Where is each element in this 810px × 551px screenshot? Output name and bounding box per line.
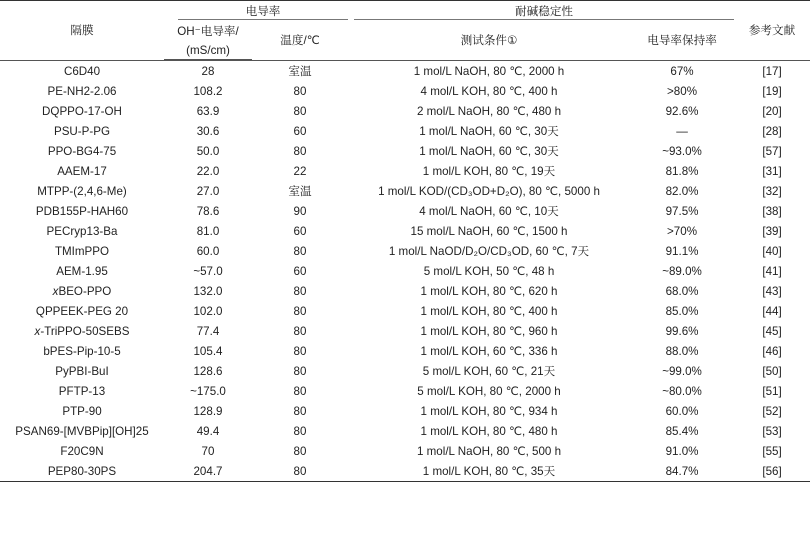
temperature-cell: 80 bbox=[293, 324, 307, 338]
table-row bbox=[0, 461, 810, 482]
temperature-cell: 80 bbox=[293, 84, 307, 98]
conductivity-cell: ~175.0 bbox=[190, 384, 226, 398]
membrane-cell: MTPP-(2,4,6-Me) bbox=[37, 184, 127, 198]
membrane-cell: PSU-P-PG bbox=[53, 124, 111, 138]
condition-cell: 4 mol/L NaOH, 60 ℃, 10天 bbox=[419, 205, 559, 218]
reference-cell: [53] bbox=[762, 424, 782, 438]
retention-cell: 84.7% bbox=[630, 461, 734, 482]
reference-cell: [50] bbox=[762, 364, 782, 378]
conductivity-cell: 63.9 bbox=[196, 104, 220, 118]
temperature-cell: 室温 bbox=[288, 65, 312, 78]
table-row bbox=[0, 241, 810, 261]
retention-cell: 60.0% bbox=[665, 404, 699, 418]
table-row bbox=[0, 221, 810, 241]
header-oh-conductivity-line2: (mS/cm) bbox=[164, 41, 252, 60]
membrane-cell: QPPEEK-PEG 20 bbox=[35, 304, 129, 318]
conductivity-cell: 30.6 bbox=[196, 124, 220, 138]
membrane-cell: PTP-90 bbox=[62, 404, 102, 418]
condition-cell: 1 mol/L NaOH, 80 ℃, 2000 h bbox=[413, 65, 565, 78]
membrane-cell: PPO-BG4-75 bbox=[47, 144, 117, 158]
conductivity-cell: 50.0 bbox=[196, 144, 220, 158]
table-row bbox=[0, 421, 810, 441]
retention-cell: 85.0% bbox=[665, 304, 699, 318]
conductivity-cell: 128.9 bbox=[193, 404, 223, 418]
stability-group-rule bbox=[354, 3, 734, 20]
reference-cell: [31] bbox=[762, 164, 782, 178]
temperature-cell: 80 bbox=[293, 144, 307, 158]
temperature-cell: 60 bbox=[293, 264, 307, 278]
reference-cell: [41] bbox=[762, 264, 782, 278]
temperature-cell: 22 bbox=[293, 164, 307, 178]
temperature-cell: 80 bbox=[293, 284, 307, 298]
condition-cell: 1 mol/L KOH, 80 ℃, 960 h bbox=[420, 325, 558, 338]
conductivity-cell: 77.4 bbox=[196, 324, 220, 338]
retention-cell: >70% bbox=[667, 224, 698, 238]
table-row bbox=[0, 341, 810, 361]
membrane-cell: PDB155P-HAH60 bbox=[35, 204, 129, 218]
reference-cell: [44] bbox=[762, 304, 782, 318]
table-row bbox=[0, 201, 810, 221]
condition-cell: 1 mol/L KOD/(CD₃OD+D₂O), 80 ℃, 5000 h bbox=[378, 185, 600, 198]
membrane-cell: PSAN69-[MVBPip][OH]25 bbox=[15, 424, 149, 438]
temperature-cell: 60 bbox=[293, 124, 307, 138]
condition-cell: 1 mol/L KOH, 80 ℃, 620 h bbox=[420, 285, 558, 298]
conductivity-cell: ~57.0 bbox=[193, 264, 223, 278]
temperature-cell: 80 bbox=[293, 244, 307, 258]
reference-cell: [39] bbox=[762, 224, 782, 238]
table-row bbox=[0, 301, 810, 321]
condition-cell: 1 mol/L KOH, 80 ℃, 35天 bbox=[348, 461, 630, 482]
membrane-cell: TMImPPO bbox=[54, 244, 110, 258]
retention-cell: ~93.0% bbox=[662, 144, 702, 158]
condition-cell: 1 mol/L NaOH, 80 ℃, 500 h bbox=[416, 445, 562, 458]
conductivity-cell: 28 bbox=[201, 64, 215, 78]
retention-cell: 99.6% bbox=[665, 324, 699, 338]
table-row bbox=[0, 181, 810, 201]
retention-cell: 67% bbox=[670, 64, 694, 78]
temperature-cell: 80 bbox=[293, 444, 307, 458]
conductivity-group-rule bbox=[178, 3, 348, 20]
temperature-cell: 80 bbox=[293, 104, 307, 118]
header-conductivity-group bbox=[164, 1, 348, 22]
retention-cell: ~99.0% bbox=[662, 364, 702, 378]
conductivity-cell: 128.6 bbox=[193, 364, 223, 378]
reference-cell: [46] bbox=[762, 344, 782, 358]
retention-cell: 91.0% bbox=[665, 444, 699, 458]
table-row bbox=[0, 381, 810, 401]
temperature-cell: 80 bbox=[293, 404, 307, 418]
reference-cell: [56] bbox=[734, 461, 810, 482]
conductivity-cell: 132.0 bbox=[193, 284, 223, 298]
retention-cell: 88.0% bbox=[665, 344, 699, 358]
header-test-condition: 测试条件① bbox=[460, 34, 518, 48]
membrane-italic-prefix: x bbox=[34, 324, 41, 338]
condition-cell: 2 mol/L NaOH, 80 ℃, 480 h bbox=[416, 105, 562, 118]
temperature-cell: 室温 bbox=[288, 185, 312, 198]
table-row bbox=[0, 361, 810, 381]
reference-cell: [45] bbox=[762, 324, 782, 338]
reference-cell: [19] bbox=[762, 84, 782, 98]
temperature-cell: 80 bbox=[252, 461, 348, 482]
reference-cell: [17] bbox=[762, 64, 782, 78]
header-oh-conductivity-line1: OH⁻电导率/ bbox=[177, 25, 239, 38]
conductivity-cell: 22.0 bbox=[196, 164, 220, 178]
condition-cell: 1 mol/L KOH, 80 ℃, 934 h bbox=[420, 405, 558, 418]
retention-cell: >80% bbox=[667, 84, 698, 98]
header-reference: 参考文献 bbox=[734, 1, 810, 60]
table-row bbox=[0, 61, 810, 82]
table-row bbox=[0, 281, 810, 301]
reference-cell: [43] bbox=[762, 284, 782, 298]
membrane-cell: DQPPO-17-OH bbox=[42, 104, 122, 118]
retention-cell: — bbox=[676, 124, 688, 138]
table-row bbox=[0, 441, 810, 461]
condition-cell: 5 mol/L KOH, 60 ℃, 21天 bbox=[422, 365, 556, 378]
reference-cell: [55] bbox=[762, 444, 782, 458]
retention-cell: 97.5% bbox=[665, 204, 699, 218]
membrane-cell: PEP80-30PS bbox=[0, 461, 164, 482]
retention-cell: ~89.0% bbox=[662, 264, 702, 278]
table-row bbox=[0, 321, 810, 341]
conductivity-cell: 108.2 bbox=[193, 84, 223, 98]
table-row bbox=[0, 141, 810, 161]
membrane-cell: C6D40 bbox=[63, 64, 101, 78]
retention-cell: 82.0% bbox=[665, 184, 699, 198]
table-row bbox=[0, 81, 810, 101]
table-row bbox=[0, 121, 810, 141]
membrane-cell: PE-NH2-2.06 bbox=[47, 84, 117, 98]
conductivity-cell: 105.4 bbox=[193, 344, 223, 358]
table-row bbox=[0, 161, 810, 181]
conductivity-cell: 78.6 bbox=[196, 204, 220, 218]
conductivity-cell: 60.0 bbox=[196, 244, 220, 258]
membrane-cell: PyPBI-BuI bbox=[55, 364, 109, 378]
condition-cell: 1 mol/L KOH, 80 ℃, 400 h bbox=[420, 305, 558, 318]
reference-cell: [57] bbox=[762, 144, 782, 158]
table-row bbox=[0, 401, 810, 421]
condition-cell: 1 mol/L NaOD/D₂O/CD₃OD, 60 ℃, 7天 bbox=[388, 245, 590, 258]
retention-cell: 85.4% bbox=[665, 424, 699, 438]
membrane-cell: F20C9N bbox=[60, 444, 104, 458]
condition-cell: 1 mol/L KOH, 80 ℃, 19天 bbox=[422, 165, 556, 178]
retention-cell: 68.0% bbox=[665, 284, 699, 298]
reference-cell: [52] bbox=[762, 404, 782, 418]
condition-cell: 15 mol/L NaOH, 60 ℃, 1500 h bbox=[410, 225, 568, 238]
table-header bbox=[0, 1, 810, 61]
membrane-cell: AAEM-17 bbox=[57, 164, 107, 178]
condition-cell: 5 mol/L KOH, 80 ℃, 2000 h bbox=[417, 385, 561, 398]
temperature-cell: 90 bbox=[293, 204, 307, 218]
membrane-cell: PFTP-13 bbox=[58, 384, 106, 398]
conductivity-group-label: 电导率 bbox=[245, 4, 281, 18]
conductivity-cell: 204.7 bbox=[164, 461, 252, 482]
conductivity-cell: 81.0 bbox=[196, 224, 220, 238]
condition-cell: 1 mol/L NaOH, 60 ℃, 30天 bbox=[419, 125, 559, 138]
temperature-cell: 80 bbox=[293, 304, 307, 318]
temperature-cell: 80 bbox=[293, 364, 307, 378]
header-stability-group bbox=[348, 1, 734, 22]
membrane-italic-prefix: x bbox=[52, 284, 59, 298]
table-row bbox=[0, 261, 810, 281]
retention-cell: 92.6% bbox=[665, 104, 699, 118]
stability-group-label: 耐碱稳定性 bbox=[515, 4, 574, 18]
reference-cell: [51] bbox=[762, 384, 782, 398]
membrane-cell: AEM-1.95 bbox=[56, 264, 108, 278]
membrane-cell: bPES-Pip-10-5 bbox=[43, 344, 121, 358]
conductivity-cell: 27.0 bbox=[196, 184, 220, 198]
membrane-name-rest: BEO-PPO bbox=[58, 284, 112, 298]
reference-cell: [32] bbox=[762, 184, 782, 198]
membrane-cell bbox=[0, 321, 164, 341]
membrane-cell: PECryp13-Ba bbox=[46, 224, 118, 238]
header-retention: 电导率保持率 bbox=[647, 34, 717, 48]
condition-cell: 1 mol/L NaOH, 60 ℃, 30天 bbox=[419, 145, 559, 158]
table-row bbox=[0, 101, 810, 121]
reference-cell: [38] bbox=[762, 204, 782, 218]
condition-cell: 5 mol/L KOH, 50 ℃, 48 h bbox=[423, 265, 555, 278]
conductivity-cell: 49.4 bbox=[196, 424, 220, 438]
membrane-name-rest: -TriPPO-50SEBS bbox=[40, 324, 130, 338]
condition-cell: 1 mol/L KOH, 80 ℃, 480 h bbox=[420, 425, 558, 438]
membrane-cell bbox=[0, 281, 164, 301]
temperature-cell: 60 bbox=[293, 224, 307, 238]
condition-cell: 4 mol/L KOH, 80 ℃, 400 h bbox=[420, 85, 558, 98]
retention-cell: 81.8% bbox=[665, 164, 699, 178]
table-body bbox=[0, 61, 810, 482]
reference-cell: [20] bbox=[762, 104, 782, 118]
conductivity-cell: 70 bbox=[201, 444, 215, 458]
temperature-cell: 80 bbox=[293, 344, 307, 358]
retention-cell: ~80.0% bbox=[662, 384, 702, 398]
temperature-cell: 80 bbox=[293, 384, 307, 398]
header-membrane: 隔膜 bbox=[0, 1, 164, 60]
conductivity-cell: 102.0 bbox=[193, 304, 223, 318]
condition-cell: 1 mol/L KOH, 60 ℃, 336 h bbox=[420, 345, 558, 358]
reference-cell: [40] bbox=[762, 244, 782, 258]
retention-cell: 91.1% bbox=[665, 244, 699, 258]
temperature-cell: 80 bbox=[293, 424, 307, 438]
header-temperature: 温度/℃ bbox=[280, 34, 320, 48]
reference-cell: [28] bbox=[762, 124, 782, 138]
